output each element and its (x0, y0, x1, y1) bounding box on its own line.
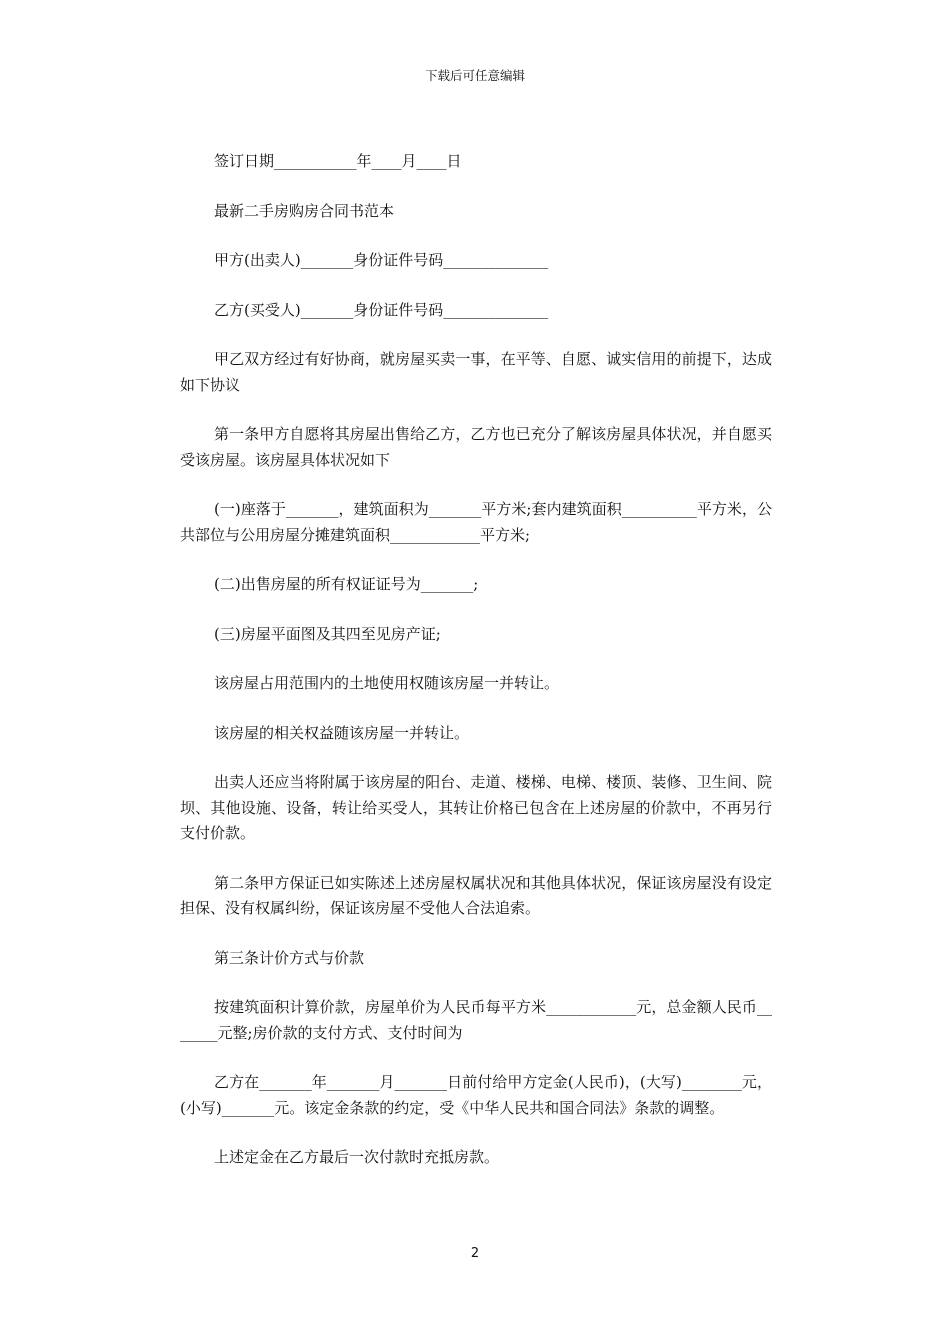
deposit-paragraph: 乙方在_______年_______月_______日前付给甲方定金(人民币)，(大写)________元，(小写)_______元。该定金条款的约定，受《中华人民共和国合同法》条款的调整。 (180, 1073, 772, 1117)
item-1-paragraph: (一)座落于_______，建筑面积为_______平方米;套内建筑面积__________平方米，公共部位与公用房屋分摊建筑面积____________平方米; (180, 500, 772, 544)
article-2-paragraph: 第二条甲方保证已如实陈述上述房屋权属状况和其他具体状况，保证该房屋没有设定担保、没有权属纠纷，保证该房屋不受他人合法追索。 (180, 873, 772, 917)
fixtures-paragraph: 出卖人还应当将附属于该房屋的阳台、走道、楼梯、电梯、楼顶、装修、卫生间、院坝、其他设施、设备，转让给买受人，其转让价格已包含在上述房屋的价款中，不再另行支付价款。 (180, 773, 772, 842)
preamble-paragraph: 甲乙双方经过有好协商，就房屋买卖一事，在平等、自愿、诚实信用的前提下，达成如下协议 (180, 350, 772, 394)
article-3-heading: 第三条计价方式与价款 (214, 948, 365, 967)
item-3-paragraph: (三)房屋平面图及其四至见房产证; (214, 624, 441, 643)
page-header: 下载后可任意编辑 (424, 68, 525, 83)
rights-paragraph: 该房屋的相关权益随该房屋一并转让。 (214, 723, 470, 742)
article-1-paragraph: 第一条甲方自愿将其房屋出售给乙方，乙方也已充分了解该房屋具体状况，并自愿买受该房屋。该房屋具体状况如下 (180, 425, 772, 469)
party-b-line: 乙方(买受人)_______身份证件号码______________ (214, 300, 549, 319)
deposit-offset-paragraph: 上述定金在乙方最后一次付款时充抵房款。 (214, 1148, 500, 1166)
pricing-paragraph: 按建筑面积计算价款，房屋单价为人民币每平方米____________元，总金额人民币_______元整;房价款的支付方式、支付时间为 (180, 998, 772, 1042)
party-a-line: 甲方(出卖人)_______身份证件号码______________ (214, 251, 549, 269)
item-2-paragraph: (二)出售房屋的所有权证证号为_______; (214, 575, 479, 593)
contract-body (180, 149, 772, 1195)
signing-date-line: 签订日期___________年____月____日 (214, 152, 462, 170)
land-use-paragraph: 该房屋占用范围内的土地使用权随该房屋一并转让。 (214, 674, 560, 692)
document-title: 最新二手房购房合同书范本 (214, 201, 395, 220)
page-number: 2 (470, 1246, 480, 1261)
